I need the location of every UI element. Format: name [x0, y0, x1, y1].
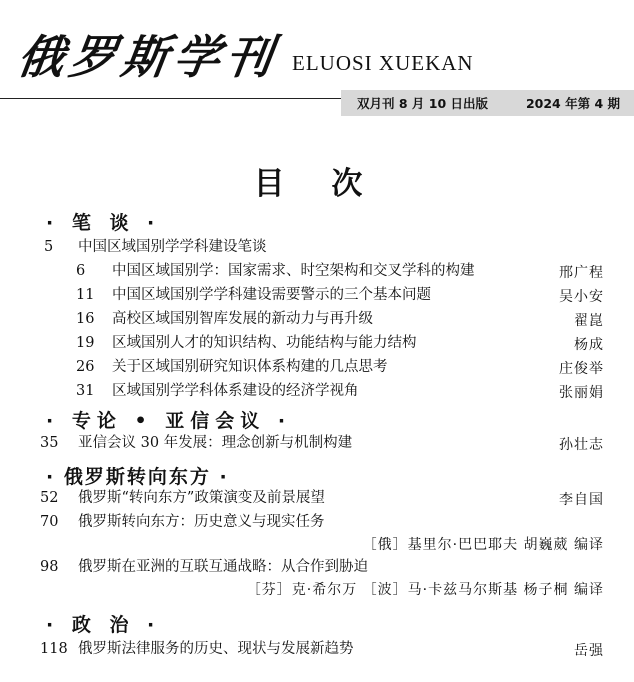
entry-title: 区域国别学学科体系建设的经济学视角	[112, 383, 359, 399]
page-number: 35	[40, 435, 59, 451]
page-number: 118	[40, 641, 68, 657]
masthead	[14, 14, 474, 84]
toc-entry[interactable]	[44, 238, 267, 256]
page-number: 19	[76, 335, 95, 351]
entry-title: 中国区域国别学学科建设需要警示的三个基本问题	[112, 287, 431, 303]
journal-logo: 俄罗斯学刊	[14, 30, 282, 84]
entry-title: 俄罗斯法律服务的历史、现状与发展新趋势	[78, 641, 354, 657]
section-heading-zhuanlun: · 专论 • 亚信会议 ·	[46, 410, 292, 432]
toc-entry[interactable]	[40, 558, 368, 576]
entry-title: 俄罗斯转向东方：历史意义与现实任务	[78, 514, 325, 530]
toc-title: 目 次	[253, 166, 381, 202]
journal-name-en: ELUOSI XUEKAN	[292, 51, 474, 75]
page-number: 98	[40, 559, 59, 575]
toc-entry[interactable]	[40, 434, 352, 452]
page-number: 6	[76, 263, 86, 279]
page-number: 5	[44, 239, 54, 255]
entry-title: 高校区域国别智库发展的新动力与再升级	[112, 311, 373, 327]
issue-frequency-date: 双月刊 8 月 10 日出版	[357, 96, 489, 111]
entry-author: 吴小安	[559, 289, 604, 305]
section-heading-bitan: · 笔 谈 ·	[46, 212, 161, 234]
page-number: 70	[40, 514, 59, 530]
toc-entry[interactable]	[76, 286, 431, 304]
entry-author: 邢广程	[559, 265, 604, 281]
toc-entry[interactable]	[40, 640, 354, 658]
entry-author: ［俄］基里尔·巴巴耶夫 胡巍葳 编译	[362, 537, 604, 553]
entry-title: 中国区域国别学：国家需求、时空架构和交叉学科的构建	[112, 263, 475, 279]
toc-entry[interactable]	[76, 358, 388, 376]
issue-info-bar	[341, 90, 634, 116]
entry-author: 岳强	[574, 643, 604, 659]
page-number: 31	[76, 383, 95, 399]
page-number: 26	[76, 359, 95, 375]
entry-title: 区域国别人才的知识结构、功能结构与能力结构	[112, 335, 417, 351]
section-heading-pivot-east: · 俄罗斯转向东方 ·	[46, 466, 229, 488]
entry-title: 关于区域国别研究知识体系构建的几点思考	[112, 359, 388, 375]
entry-title: 俄罗斯在亚洲的互联互通战略：从合作到胁迫	[78, 559, 368, 575]
toc-entry[interactable]	[76, 310, 373, 328]
entry-author: 庄俊举	[559, 361, 604, 377]
entry-title: 俄罗斯“转向东方”政策演变及前景展望	[78, 490, 325, 506]
entry-author: 张丽娟	[559, 385, 604, 401]
entry-author: 孙壮志	[559, 437, 604, 453]
entry-author: ［芬］克·希尔万 ［波］马·卡兹马尔斯基 杨子桐 编译	[246, 582, 604, 598]
toc-entry[interactable]	[76, 382, 359, 400]
entry-title: 亚信会议 30 年发展：理念创新与机制构建	[78, 435, 353, 451]
page-number: 52	[40, 490, 59, 506]
issue-number: 2024 年第 4 期	[525, 96, 620, 111]
entry-author: 李自国	[559, 492, 604, 508]
toc-entry[interactable]	[76, 334, 417, 352]
section-heading-politics: · 政 治 ·	[46, 614, 161, 636]
page-number: 11	[76, 287, 95, 303]
entry-author: 杨成	[574, 337, 604, 353]
page-number: 16	[76, 311, 95, 327]
toc-entry[interactable]	[40, 513, 325, 531]
toc-entry[interactable]	[76, 262, 475, 280]
entry-title: 中国区域国别学学科建设笔谈	[78, 239, 267, 255]
entry-author: 翟崑	[574, 313, 604, 329]
toc-entry[interactable]	[40, 489, 325, 507]
